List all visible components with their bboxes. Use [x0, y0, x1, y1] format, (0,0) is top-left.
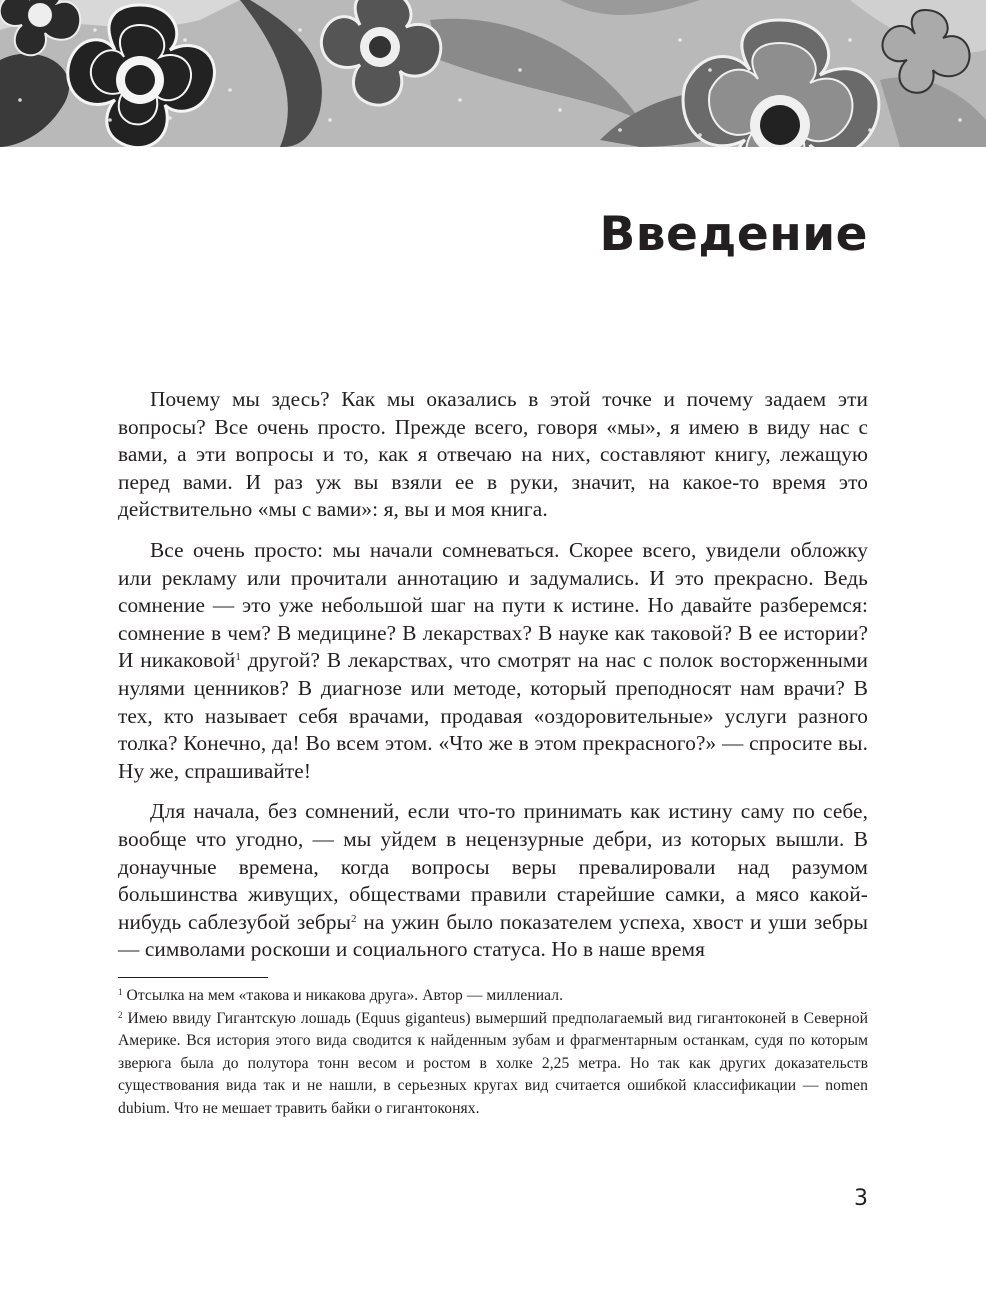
footnote-ref[interactable]: 1 — [235, 651, 241, 664]
footnote: $^2$ Имею ввиду Гигантскую лошадь (Equus giganteus) вымерший предполагаемый вид гигантоконей в Северной Америке. Вся история этого вида сводится к найденным зубам и фрагментарным останкам, судя по которым зверюга была до полутора тонн весом и ростом в холке 2,25 метра. Но так как других доказательств существования вида так и не нашли, в серьезных кругах вид считается ошибкой классификации — nomen dubium. Что не мешает травить байки о гигантоконях. — [118, 1009, 868, 1117]
footnote-mark: 1 — [118, 987, 123, 997]
footnote: $^1$ Отсылка на мем «такова и никакова друга». Автор — миллениал. — [118, 987, 564, 1004]
paragraph: Все очень просто: мы начали сомневаться. Скорее всего, увидели обложку или рекламу или прочитали аннотацию и задумались. И это прекрасно. Ведь сомнение — это уже небольшой шаг на пути к истине. Но давайте разберемся: сомнение в чем? В медицине? В лекарствах? В науке как таковой? В ее истории? И никаковой$^1$ другой? В лекарствах, что смотрят на нас с полок восторженными нулями ценников? В диагнозе или методе, который преподносят нам врачи? В тех, кто называет себя врачами, продавая «оздоровительные» услуги разного толка? Конечно, да! Во всем этом. «Что же в этом прекрасного?» — спросите вы. Ну же, спрашивайте! — [118, 537, 869, 783]
footnotes — [118, 985, 868, 1121]
body-text — [118, 386, 868, 977]
paragraph: Для начала, без сомнений, если что-то принимать как истину саму по себе, вообще что угодно, — мы уйдем в нецензурные дебри, из которых вышли. В донаучные времена, когда вопросы веры превалировали над разумом большинства живущих, обществами правили старейшие самки, а мясо какой-нибудь саблезубой зебры$^2$ на ужин было показателем успеха, хвост и уши зебры — символами роскоши и социального статуса. Но в наше время — [118, 799, 868, 962]
footnote-mark: 2 — [118, 1009, 123, 1020]
decorative-floral-banner — [0, 0, 986, 147]
footnote-divider — [118, 977, 268, 978]
paragraph: Почему мы здесь? Как мы оказались в этой точке и почему задаем эти вопросы? Все очень просто. Прежде всего, говоря «мы», я имею в виду нас с вами, а эти вопросы и то, как я отвечаю на них, составляют книгу, лежащую перед вами. И раз уж вы взяли ее в руки, значит, на какое-то время это действительно «мы с вами»: я, вы и моя книга. — [118, 387, 868, 522]
chapter-title: Введение — [599, 207, 868, 262]
page-number: 3 — [854, 1186, 868, 1211]
footnote-ref[interactable]: 2 — [351, 912, 357, 925]
